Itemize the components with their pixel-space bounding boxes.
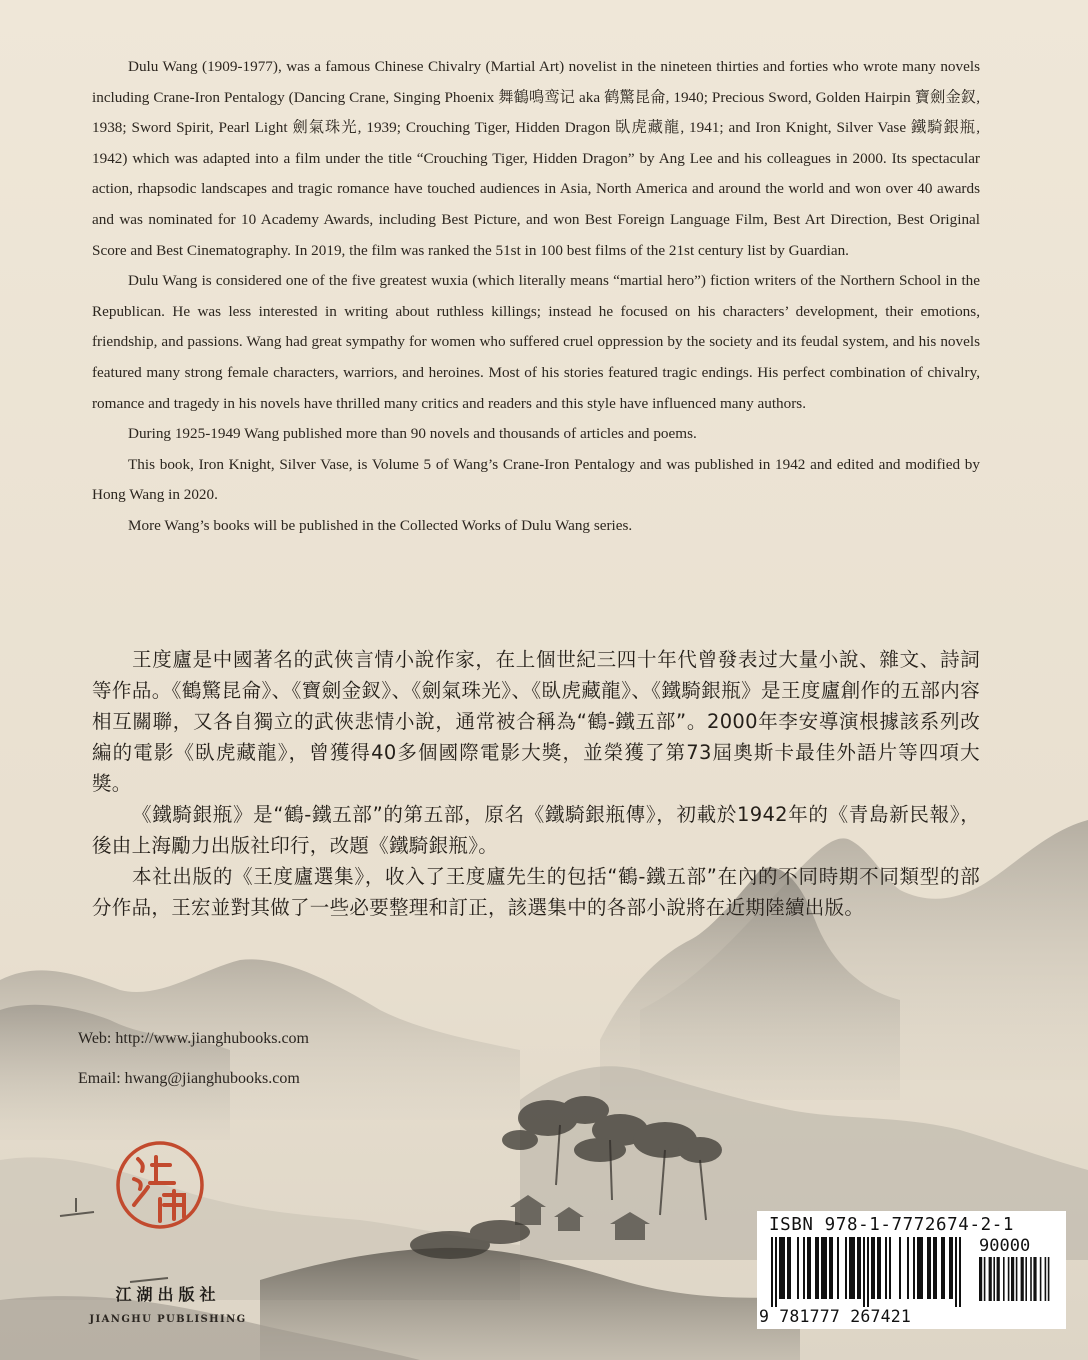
barcode-bar xyxy=(779,1237,781,1299)
addon-bar xyxy=(1011,1257,1014,1301)
barcode-bar xyxy=(845,1237,847,1299)
publisher-name-english: JIANGHU PUBLISHING xyxy=(89,1314,247,1325)
barcode-bar xyxy=(879,1237,881,1299)
barcode-bar xyxy=(821,1237,823,1299)
addon-bar xyxy=(1030,1257,1032,1301)
barcode-bar xyxy=(849,1237,851,1299)
isbn-barcode xyxy=(757,1211,1066,1329)
barcode-bar xyxy=(943,1237,945,1299)
addon-bar xyxy=(1025,1257,1027,1301)
barcode-bar xyxy=(927,1237,929,1299)
barcode-bar xyxy=(825,1237,827,1299)
barcode-bar xyxy=(815,1237,817,1299)
barcode-bar xyxy=(933,1237,935,1299)
barcode-bar xyxy=(863,1237,865,1307)
addon-bar xyxy=(1016,1257,1018,1301)
barcode-bar xyxy=(929,1237,931,1299)
publisher-name-chinese: 江湖出版社 xyxy=(115,1285,221,1304)
isbn-number: ISBN 978-1-7772674-2-1 xyxy=(769,1215,1014,1235)
price-code: 90000 xyxy=(979,1236,1031,1256)
barcode-bar xyxy=(859,1237,861,1299)
barcode-bar xyxy=(817,1237,819,1299)
barcode-bar xyxy=(955,1237,957,1307)
barcode-bar xyxy=(959,1237,961,1307)
addon-bar xyxy=(1040,1257,1042,1301)
barcode-bar xyxy=(823,1237,825,1299)
website-line: Web: http://www.jianghubooks.com xyxy=(78,1030,309,1047)
barcode-bar xyxy=(771,1237,773,1307)
barcode-bar xyxy=(877,1237,879,1299)
barcode-bars xyxy=(771,1237,967,1307)
barcode-bar xyxy=(789,1237,791,1299)
chinese-paragraph: 本社出版的《王度廬選集》，收入了王度廬先生的包括“鶴-鐵五部”在內的不同時期不同類型的部分作品，王宏並對其做了一些必要整理和訂正，該選集中的各部小說將在近期陸續出版。 xyxy=(92,865,980,919)
chinese-paragraph: 王度廬是中國著名的武俠言情小說作家，在上個世紀三四十年代曾發表过大量小說、雜文、詩詞等作品。《鶴驚昆侖》、《寶劍金釵》、《劍氣珠光》、《臥虎藏龍》、《鐵騎銀瓶》是王度廬創作的五部内容相互關聯，又各自獨立的武俠悲情小說，通常被合稱為“鶴-鐵五部”。2000年李安導演根據該系列改編的電影《臥虎藏龍》，曾獲得40多個國際電影大獎，並榮獲了第73屆奧斯卡最佳外語片等四項大獎。 xyxy=(92,648,980,795)
barcode-bar xyxy=(889,1237,891,1299)
addon-bar xyxy=(997,1257,1000,1301)
email-line: Email: hwang@jianghubooks.com xyxy=(78,1070,300,1087)
english-paragraph: Dulu Wang (1909-1977), was a famous Chinese Chivalry (Martial Art) novelist in the nineteen thirties and forties who wrote many novels including Crane-Iron Pentalogy (Dancing Crane, Singing Phoenix 舞鶴鳴鸾记 aka 鹤驚昆侖, 1940; Precious Sword, Golden Hairpin 寶劍金釵, 1938; Sword Spirit, Pearl Light 劍氣珠光, 1939; Crouching Tiger, Hidden Dragon 臥虎藏龍, 1941; and Iron Knight, Silver Vase 鐵騎銀瓶, 1942) which was adapted into a film under the title “Crouching Tiger, Hidden Dragon” by Ang Lee and his colleagues in 2000. Its spectacular action, rhapsodic landscapes and tragic romance have touched audiences in Asia, North America and around the world and won over 40 awards and was nominated for 10 Academy Awards, including Best Picture, and won Best Foreign Language Film, Best Art Direction, Best Original Score and Best Cinematography. In 2019, the film was ranked the 51st in 100 best films of the 21st century list by Guardian. xyxy=(92,58,980,259)
addon-bar xyxy=(1033,1257,1036,1301)
barcode-bar xyxy=(917,1237,919,1299)
chinese-paragraph: 《鐵騎銀瓶》是“鶴-鐵五部”的第五部，原名《鐵騎銀瓶傳》，初載於1942年的《青島新民報》，後由上海勵力出版社印行，改題《鐵騎銀瓶》。 xyxy=(92,803,980,857)
publisher-seal-icon xyxy=(112,1135,208,1235)
barcode-bar xyxy=(803,1237,805,1299)
addon-bar xyxy=(1045,1257,1047,1301)
addon-bar xyxy=(1021,1257,1024,1301)
barcode-bar xyxy=(787,1237,789,1299)
addon-bar xyxy=(1008,1257,1010,1301)
barcode-bar xyxy=(781,1237,783,1299)
barcode-bar xyxy=(899,1237,901,1299)
ean-digits: 9 781777 267421 xyxy=(759,1307,912,1326)
barcode-bar xyxy=(949,1237,951,1299)
addon-bar xyxy=(979,1257,982,1301)
barcode-bar xyxy=(831,1237,833,1299)
barcode-bar xyxy=(837,1237,839,1299)
barcode-bar xyxy=(809,1237,811,1299)
barcode-addon-bars xyxy=(979,1257,1053,1303)
barcode-bar xyxy=(857,1237,859,1299)
barcode-bar xyxy=(913,1237,915,1299)
english-paragraph: More Wang’s books will be published in the Collected Works of Dulu Wang series. xyxy=(128,516,633,534)
addon-bar xyxy=(993,1257,995,1301)
english-description xyxy=(92,52,980,542)
barcode-bar xyxy=(867,1237,869,1307)
english-paragraph: This book, Iron Knight, Silver Vase, is Volume 5 of Wang’s Crane-Iron Pentalogy and was published in 1942 and edited and modified by Hong Wang in 2020. xyxy=(92,455,980,504)
barcode-bar xyxy=(775,1237,777,1307)
barcode-bar xyxy=(935,1237,937,1299)
barcode-bar xyxy=(807,1237,809,1299)
addon-bar xyxy=(984,1257,986,1301)
barcode-bar xyxy=(853,1237,855,1299)
english-paragraph: During 1925-1949 Wang published more than 90 novels and thousands of articles and poems. xyxy=(128,425,697,443)
barcode-bar xyxy=(873,1237,875,1299)
addon-bar xyxy=(989,1257,992,1301)
barcode-bar xyxy=(885,1237,887,1299)
barcode-bar xyxy=(871,1237,873,1299)
addon-bar xyxy=(1003,1257,1005,1301)
addon-bar xyxy=(1048,1257,1050,1301)
barcode-bar xyxy=(797,1237,799,1299)
barcode-bar xyxy=(921,1237,923,1299)
barcode-bar xyxy=(829,1237,831,1299)
chinese-description xyxy=(92,644,980,923)
barcode-bar xyxy=(951,1237,953,1299)
english-paragraph: Dulu Wang is considered one of the five greatest wuxia (which literally means “martial hero”) fiction writers of the Northern School in the Republican. He was less interested in writing about ruthless killings; instead he focused on his characters’ development, their emotions, friendship, and passions. Wang had great sympathy for women who suffered cruel oppression by the society and its feudal system, and his novels featured many strong female characters, warriors, and heroines. Most of his stories featured tragic endings. His perfect combination of chivalry, romance and tragedy in his novels have thrilled many critics and readers and this style have influenced many authors. xyxy=(92,272,980,412)
barcode-bar xyxy=(919,1237,921,1299)
barcode-bar xyxy=(941,1237,943,1299)
barcode-bar xyxy=(907,1237,909,1299)
barcode-bar xyxy=(783,1237,785,1299)
barcode-bar xyxy=(851,1237,853,1299)
